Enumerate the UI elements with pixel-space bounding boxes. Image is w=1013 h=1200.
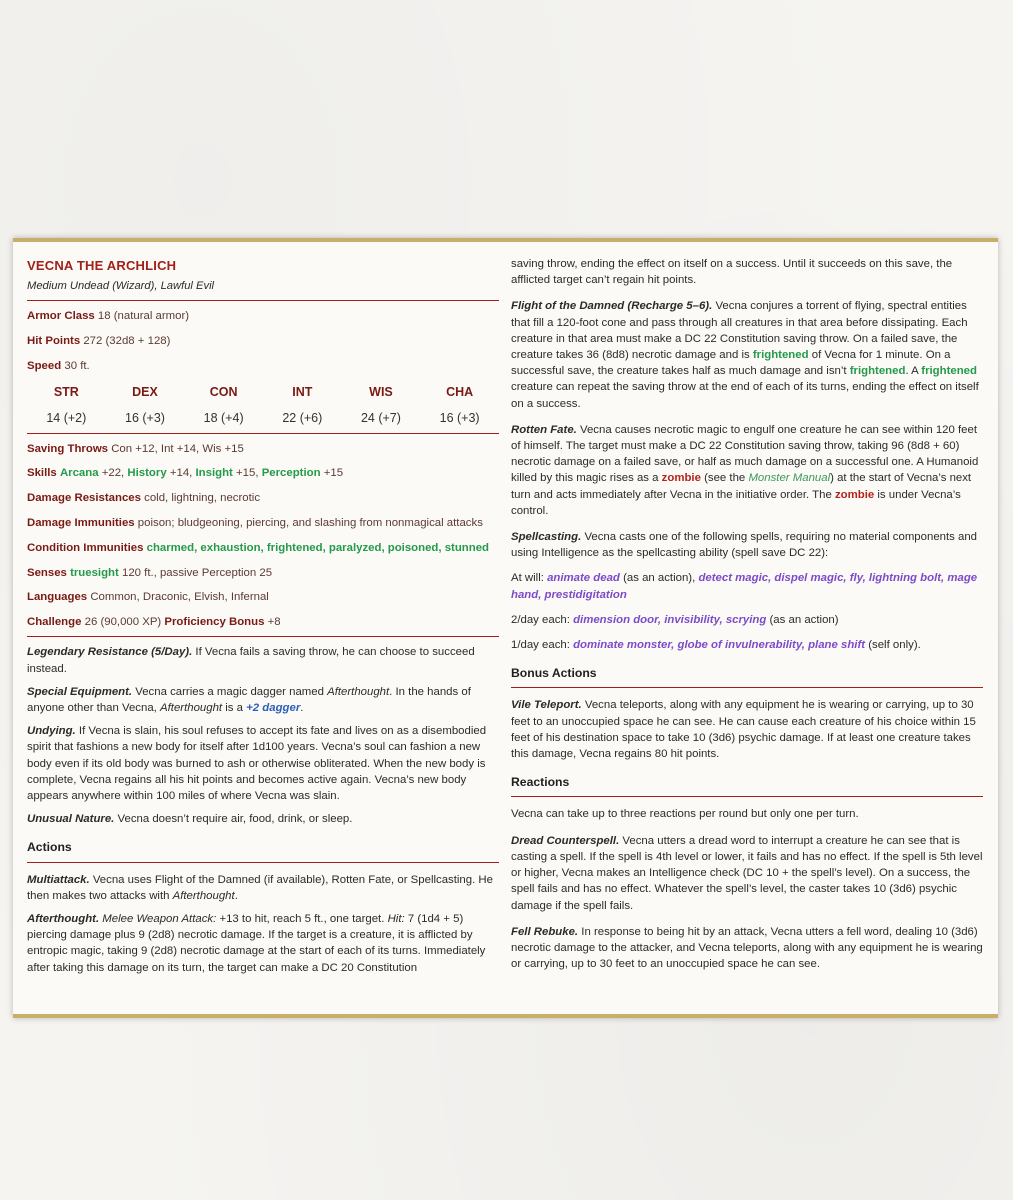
dagger-link[interactable]: +2 dagger xyxy=(246,702,301,714)
ability-dex: DEX 16 (+3) xyxy=(125,385,165,426)
armor-class: Armor Class 18 (natural armor) xyxy=(27,310,190,323)
spells-at-will-list[interactable]: detect magic, dispel magic, fly, lightning bolt, mage hand, prestidigitation xyxy=(511,572,978,601)
spells-1-day-list[interactable]: dominate monster, globe of invulnerability, plane shift xyxy=(573,639,866,652)
divider xyxy=(27,862,499,863)
trait-legendary-resistance: Legendary Resistance (5/Day). If Vecna fails a saving throw, he can choose to succeed instead. xyxy=(27,646,475,675)
monster-name: VECNA THE ARCHLICH xyxy=(27,258,177,273)
speed: Speed 30 ft. xyxy=(27,360,90,372)
right-column xyxy=(511,256,983,979)
senses: Senses truesight 120 ft., passive Perception 25 xyxy=(27,566,273,579)
spells-1-day: 1/day each: dominate monster, globe of invulnerability, plane shift (self only). xyxy=(511,639,921,652)
skill-history[interactable]: History xyxy=(127,467,167,480)
spells-2-day: 2/day each: dimension door, invisibility, scrying (as an action) xyxy=(511,613,839,626)
frightened-link[interactable]: frightened xyxy=(849,365,906,378)
ability-wis: WIS 24 (+7) xyxy=(360,385,401,426)
ability-con: CON 18 (+4) xyxy=(203,385,244,426)
reaction-fell-rebuke: Fell Rebuke. In response to being hit by an attack, Vecna utters a fell word, dealing 10 (3d6) necrotic damage to the attacker, and Vecna teleports, along with any equipment he is wearing or carrying, up to 30 feet to an unoccupied space he can see. xyxy=(511,925,983,971)
damage-resistances: Damage Resistances cold, lightning, necrotic xyxy=(27,492,261,505)
reaction-dread-counterspell: Dread Counterspell. Vecna utters a dread word to interrupt a creature he can see that is casting a spell. If the spell is 4th level or lower, it fails and has no effect. If the spell is 5th level or higher, Vecna makes an Intelligence check (DC 10 + the spell’s level). On a success, the spell fails and has no effect. Whatever the spell’s level, the caster takes 10 (3d6) psychic damage if the spell fails. xyxy=(511,834,983,912)
damage-immunities: Damage Immunities poison; bludgeoning, piercing, and slashing from nonmagical attacks xyxy=(27,517,483,529)
languages: Languages Common, Draconic, Elvish, Infernal xyxy=(27,591,269,604)
trait-unusual-nature: Unusual Nature. Vecna doesn’t require air, food, drink, or sleep. xyxy=(27,813,353,826)
hit-points: Hit Points 272 (32d8 + 128) xyxy=(27,335,171,348)
divider xyxy=(27,636,499,637)
reactions-heading: Reactions xyxy=(511,775,570,790)
bonus-vile-teleport: Vile Teleport. Vecna teleports, along with any equipment he is wearing or carrying, up to 30 feet to an unoccupied space he can see. He can cause each creature of his choice within 15 feet of his destination space to take 10 (3d6) psychic damage. If at least one creature takes this damage, Vecna regains 80 hit points. xyxy=(511,699,976,761)
action-rotten-fate: Rotten Fate. Vecna causes necrotic magic to engulf one creature he can see within 120 feet of himself. The target must make a DC 22 Constitution saving throw, taking 96 (8d8 + 60) necrotic damage on a failed save, or half as much damage on a successful one. A Humanoid killed by this magic rises as a zombie (see the Monster Manual) at the start of Vecna’s next turn and acts immediately after Vecna in the initiative order. The zombie is under Vecna’s control. xyxy=(511,423,979,517)
monster-type: Medium Undead (Wizard), Lawful Evil xyxy=(27,280,215,293)
action-afterthought-continued: saving throw, ending the effect on itself on a success. Until it succeeds on this save, the afflicted target can’t regain hit points. xyxy=(511,258,953,287)
action-spellcasting: Spellcasting. Vecna casts one of the following spells, requiring no material components and using Intelligence as the spellcasting ability (spell save DC 22): xyxy=(511,531,978,560)
divider xyxy=(27,300,499,301)
saving-throws: Saving Throws Con +12, Int +14, Wis +15 xyxy=(27,442,244,455)
divider xyxy=(27,433,499,434)
spells-2-day-list[interactable]: dimension door, invisibility, scrying xyxy=(573,613,767,626)
condition-immunities: Condition Immunities charmed, exhaustion, frightened, paralyzed, poisoned, stunned xyxy=(27,541,490,554)
action-flight-of-the-damned: Flight of the Damned (Recharge 5–6). Vecna conjures a torrent of flying, spectral entities that fill a 120-foot cone and pass through all creatures in that area before dissipating. Each creature in that area must make a DC 22 Constitution saving throw. On a failed save, the creature takes 36 (8d8) necrotic damage and is frightened of Vecna for 1 minute. On a successful save, the creature takes half as much damage and isn’t frightened. A frightened creature can repeat the saving throw at the end of each of its turns, ending the effect on itself on a success. xyxy=(511,300,979,410)
ability-scores xyxy=(27,384,499,426)
bonus-actions-heading: Bonus Actions xyxy=(511,666,597,681)
skills: Skills Arcana +22, History +14, Insight +15, Perception +15 xyxy=(27,467,344,480)
frightened-link[interactable]: frightened xyxy=(921,365,977,378)
divider xyxy=(511,687,983,688)
skill-insight[interactable]: Insight xyxy=(195,467,233,480)
ability-int: INT 22 (+6) xyxy=(282,385,323,426)
sense-truesight[interactable]: truesight xyxy=(70,566,119,579)
monster-manual-link[interactable]: Monster Manual xyxy=(748,472,831,485)
left-column xyxy=(27,242,499,983)
ability-cha: CHA 16 (+3) xyxy=(439,385,480,426)
reactions-intro: Vecna can take up to three reactions per round but only one per turn. xyxy=(511,808,859,821)
condition-links[interactable]: charmed, exhaustion, frightened, paralyzed, poisoned, stunned xyxy=(146,541,490,554)
ability-str: STR 14 (+2) xyxy=(46,385,87,426)
divider xyxy=(511,796,983,797)
action-afterthought: Afterthought. Melee Weapon Attack: +13 to hit, reach 5 ft., one target. Hit: 7 (1d4 + 5) piercing damage plus 9 (2d8) necrotic damage. If the target is a creature, it is afflicted by entropic magic, taking 9 (2d8) necrotic damage at the start of each of its turns. Immediately after taking this damage on its turn, the target can make a DC 20 Constitution xyxy=(27,913,486,974)
action-multiattack: Multiattack. Vecna uses Flight of the Damned (if available), Rotten Fate, or Spellcasting. He then makes two attacks with Afterthought. xyxy=(27,873,493,902)
skill-perception[interactable]: Perception xyxy=(261,467,321,480)
actions-heading: Actions xyxy=(27,840,72,855)
zombie-link[interactable]: zombie xyxy=(834,488,875,501)
frightened-link[interactable]: frightened xyxy=(752,349,809,362)
trait-undying: Undying. If Vecna is slain, his soul refuses to accept its fate and lives on as a disembodied spirit that fashions a new body for itself after 1d100 years. Vecna’s soul can fashion a new body even if its old body was burned to ash or otherwise obliterated. When the new body is complete, Vecna regains all his hit points and becomes active again. Vecna’s new body appears anywhere within 100 miles of where Vecna was slain. xyxy=(27,725,487,803)
spell-animate-dead[interactable]: animate dead xyxy=(547,572,620,585)
stat-block xyxy=(13,238,998,1018)
spells-at-will: At will: animate dead (as an action), detect magic, dispel magic, fly, lightning bolt, mage hand, prestidigitation xyxy=(511,572,978,601)
zombie-link[interactable]: zombie xyxy=(661,472,701,485)
skill-arcana[interactable]: Arcana xyxy=(59,467,99,480)
trait-special-equipment: Special Equipment. Vecna carries a magic dagger named Afterthought. In the hands of anyone other than Vecna, Afterthought is a +2 dagger. xyxy=(27,685,471,714)
challenge: Challenge 26 (90,000 XP) Proficiency Bonus +8 xyxy=(27,616,281,629)
